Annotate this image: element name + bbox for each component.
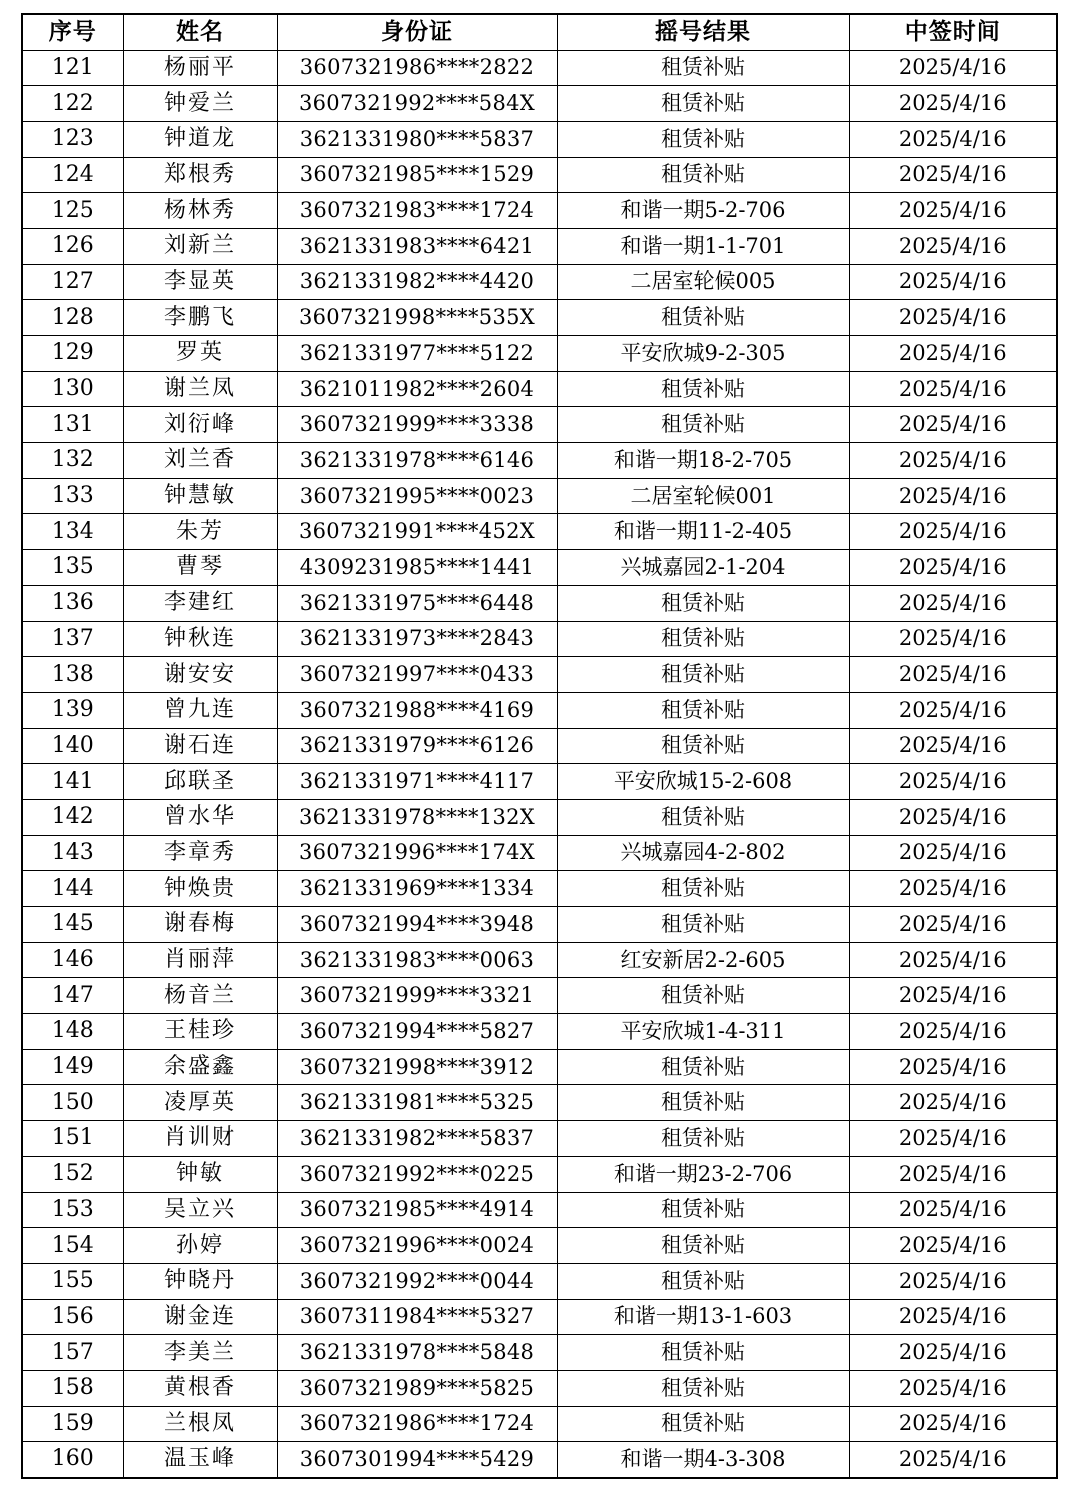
cell-name: 谢兰凤	[123, 371, 277, 407]
table-row	[22, 1442, 1057, 1478]
cell-lottery-result: 兴城嘉园4-2-802	[557, 835, 849, 871]
cell-id-number: 3607321997****0433	[277, 657, 557, 693]
cell-lottery-result: 红安新居2-2-605	[557, 942, 849, 978]
cell-lottery-result: 租赁补贴	[557, 1049, 849, 1085]
cell-lottery-result: 租赁补贴	[557, 121, 849, 157]
table-row	[22, 657, 1057, 693]
cell-signing-time: 2025/4/16	[849, 585, 1057, 621]
cell-name: 谢春梅	[123, 907, 277, 943]
cell-signing-time: 2025/4/16	[849, 550, 1057, 586]
cell-name: 曹琴	[123, 550, 277, 586]
cell-name: 钟道龙	[123, 121, 277, 157]
cell-name: 凌厚英	[123, 1085, 277, 1121]
cell-serial-number: 123	[22, 121, 123, 157]
cell-id-number: 3621011982****2604	[277, 371, 557, 407]
table-row	[22, 1299, 1057, 1335]
cell-id-number: 3607321983****1724	[277, 193, 557, 229]
cell-lottery-result: 租赁补贴	[557, 1263, 849, 1299]
cell-signing-time: 2025/4/16	[849, 1192, 1057, 1228]
cell-signing-time: 2025/4/16	[849, 907, 1057, 943]
cell-serial-number: 157	[22, 1335, 123, 1371]
cell-id-number: 3607321986****2822	[277, 50, 557, 86]
cell-name: 李建红	[123, 585, 277, 621]
cell-serial-number: 127	[22, 264, 123, 300]
table-row	[22, 407, 1057, 443]
cell-lottery-result: 平安欣城9-2-305	[557, 336, 849, 372]
cell-id-number: 3607321986****1724	[277, 1406, 557, 1442]
cell-signing-time: 2025/4/16	[849, 336, 1057, 372]
cell-serial-number: 159	[22, 1406, 123, 1442]
cell-id-number: 3607311984****5327	[277, 1299, 557, 1335]
cell-id-number: 3607301994****5429	[277, 1442, 557, 1478]
cell-serial-number: 146	[22, 942, 123, 978]
table-row	[22, 228, 1057, 264]
cell-serial-number: 139	[22, 692, 123, 728]
cell-lottery-result: 租赁补贴	[557, 1192, 849, 1228]
cell-name: 李章秀	[123, 835, 277, 871]
cell-serial-number: 158	[22, 1370, 123, 1406]
table-row	[22, 978, 1057, 1014]
cell-lottery-result: 和谐一期13-1-603	[557, 1299, 849, 1335]
table-row	[22, 764, 1057, 800]
cell-id-number: 3607321988****4169	[277, 692, 557, 728]
cell-name: 郑根秀	[123, 157, 277, 193]
cell-id-number: 3621331980****5837	[277, 121, 557, 157]
cell-serial-number: 124	[22, 157, 123, 193]
header-row	[22, 14, 1057, 50]
cell-lottery-result: 兴城嘉园2-1-204	[557, 550, 849, 586]
cell-signing-time: 2025/4/16	[849, 1335, 1057, 1371]
cell-lottery-result: 平安欣城15-2-608	[557, 764, 849, 800]
cell-id-number: 3607321996****0024	[277, 1228, 557, 1264]
cell-serial-number: 142	[22, 799, 123, 835]
cell-name: 李美兰	[123, 1335, 277, 1371]
table-body	[22, 50, 1057, 1478]
cell-signing-time: 2025/4/16	[849, 228, 1057, 264]
cell-name: 余盛鑫	[123, 1049, 277, 1085]
cell-signing-time: 2025/4/16	[849, 1085, 1057, 1121]
cell-id-number: 3621331983****0063	[277, 942, 557, 978]
cell-id-number: 3621331982****5837	[277, 1121, 557, 1157]
cell-name: 杨丽平	[123, 50, 277, 86]
cell-signing-time: 2025/4/16	[849, 264, 1057, 300]
cell-signing-time: 2025/4/16	[849, 1442, 1057, 1478]
cell-lottery-result: 租赁补贴	[557, 1335, 849, 1371]
table-row	[22, 871, 1057, 907]
cell-serial-number: 125	[22, 193, 123, 229]
cell-name: 肖训财	[123, 1121, 277, 1157]
table-row	[22, 942, 1057, 978]
table-row	[22, 907, 1057, 943]
table-row	[22, 621, 1057, 657]
table-row	[22, 193, 1057, 229]
cell-name: 刘衍峰	[123, 407, 277, 443]
table-row	[22, 478, 1057, 514]
cell-name: 钟晓丹	[123, 1263, 277, 1299]
cell-serial-number: 143	[22, 835, 123, 871]
table-row	[22, 1085, 1057, 1121]
cell-signing-time: 2025/4/16	[849, 942, 1057, 978]
cell-serial-number: 155	[22, 1263, 123, 1299]
table-row	[22, 86, 1057, 122]
cell-name: 吴立兴	[123, 1192, 277, 1228]
cell-serial-number: 144	[22, 871, 123, 907]
cell-name: 钟爱兰	[123, 86, 277, 122]
cell-name: 温玉峰	[123, 1442, 277, 1478]
cell-signing-time: 2025/4/16	[849, 1370, 1057, 1406]
cell-id-number: 3607321985****4914	[277, 1192, 557, 1228]
table-row	[22, 728, 1057, 764]
cell-signing-time: 2025/4/16	[849, 1228, 1057, 1264]
cell-name: 朱芳	[123, 514, 277, 550]
cell-name: 杨林秀	[123, 193, 277, 229]
cell-serial-number: 147	[22, 978, 123, 1014]
cell-name: 刘兰香	[123, 443, 277, 479]
cell-lottery-result: 租赁补贴	[557, 1406, 849, 1442]
cell-lottery-result: 租赁补贴	[557, 157, 849, 193]
cell-name: 谢石连	[123, 728, 277, 764]
cell-signing-time: 2025/4/16	[849, 1121, 1057, 1157]
cell-serial-number: 135	[22, 550, 123, 586]
cell-id-number: 3621331978****132X	[277, 799, 557, 835]
cell-lottery-result: 租赁补贴	[557, 86, 849, 122]
cell-lottery-result: 和谐一期11-2-405	[557, 514, 849, 550]
cell-signing-time: 2025/4/16	[849, 835, 1057, 871]
cell-signing-time: 2025/4/16	[849, 300, 1057, 336]
cell-lottery-result: 租赁补贴	[557, 871, 849, 907]
table-row	[22, 264, 1057, 300]
cell-name: 曾九连	[123, 692, 277, 728]
cell-lottery-result: 租赁补贴	[557, 585, 849, 621]
cell-serial-number: 131	[22, 407, 123, 443]
cell-serial-number: 141	[22, 764, 123, 800]
cell-lottery-result: 和谐一期18-2-705	[557, 443, 849, 479]
cell-name: 刘新兰	[123, 228, 277, 264]
table-row	[22, 1228, 1057, 1264]
cell-id-number: 3621331979****6126	[277, 728, 557, 764]
cell-id-number: 3621331971****4117	[277, 764, 557, 800]
cell-lottery-result: 租赁补贴	[557, 978, 849, 1014]
table-row	[22, 1406, 1057, 1442]
cell-id-number: 3607321998****535X	[277, 300, 557, 336]
cell-signing-time: 2025/4/16	[849, 478, 1057, 514]
cell-name: 罗英	[123, 336, 277, 372]
cell-signing-time: 2025/4/16	[849, 371, 1057, 407]
cell-id-number: 3607321992****0225	[277, 1156, 557, 1192]
cell-signing-time: 2025/4/16	[849, 1263, 1057, 1299]
cell-name: 谢金连	[123, 1299, 277, 1335]
cell-name: 兰根凤	[123, 1406, 277, 1442]
cell-name: 李显英	[123, 264, 277, 300]
table-row	[22, 692, 1057, 728]
cell-signing-time: 2025/4/16	[849, 1014, 1057, 1050]
cell-lottery-result: 租赁补贴	[557, 1121, 849, 1157]
cell-serial-number: 128	[22, 300, 123, 336]
cell-id-number: 3607321999****3338	[277, 407, 557, 443]
table-row	[22, 1335, 1057, 1371]
cell-serial-number: 152	[22, 1156, 123, 1192]
cell-serial-number: 149	[22, 1049, 123, 1085]
cell-id-number: 3621331975****6448	[277, 585, 557, 621]
cell-lottery-result: 租赁补贴	[557, 1085, 849, 1121]
cell-lottery-result: 租赁补贴	[557, 407, 849, 443]
cell-signing-time: 2025/4/16	[849, 514, 1057, 550]
cell-signing-time: 2025/4/16	[849, 86, 1057, 122]
cell-id-number: 3621331969****1334	[277, 871, 557, 907]
cell-lottery-result: 和谐一期5-2-706	[557, 193, 849, 229]
cell-serial-number: 121	[22, 50, 123, 86]
cell-id-number: 3621331978****5848	[277, 1335, 557, 1371]
cell-signing-time: 2025/4/16	[849, 407, 1057, 443]
cell-name: 王桂珍	[123, 1014, 277, 1050]
header-lottery-result: 摇号结果	[557, 14, 849, 50]
cell-lottery-result: 租赁补贴	[557, 371, 849, 407]
table-row	[22, 835, 1057, 871]
cell-serial-number: 154	[22, 1228, 123, 1264]
cell-id-number: 3607321996****174X	[277, 835, 557, 871]
cell-lottery-result: 和谐一期1-1-701	[557, 228, 849, 264]
cell-name: 李鹏飞	[123, 300, 277, 336]
cell-serial-number: 156	[22, 1299, 123, 1335]
cell-lottery-result: 租赁补贴	[557, 728, 849, 764]
cell-signing-time: 2025/4/16	[849, 121, 1057, 157]
cell-serial-number: 153	[22, 1192, 123, 1228]
cell-id-number: 3607321995****0023	[277, 478, 557, 514]
table-row	[22, 157, 1057, 193]
cell-serial-number: 140	[22, 728, 123, 764]
cell-signing-time: 2025/4/16	[849, 621, 1057, 657]
cell-id-number: 3607321999****3321	[277, 978, 557, 1014]
table-row	[22, 50, 1057, 86]
table-row	[22, 121, 1057, 157]
table-row	[22, 585, 1057, 621]
table-row	[22, 514, 1057, 550]
cell-name: 黄根香	[123, 1370, 277, 1406]
cell-lottery-result: 租赁补贴	[557, 621, 849, 657]
lottery-results-table	[21, 13, 1058, 1479]
cell-lottery-result: 租赁补贴	[557, 300, 849, 336]
cell-name: 孙婷	[123, 1228, 277, 1264]
cell-signing-time: 2025/4/16	[849, 443, 1057, 479]
cell-serial-number: 133	[22, 478, 123, 514]
cell-id-number: 3621331973****2843	[277, 621, 557, 657]
cell-lottery-result: 租赁补贴	[557, 1228, 849, 1264]
cell-serial-number: 132	[22, 443, 123, 479]
cell-name: 曾水华	[123, 799, 277, 835]
cell-signing-time: 2025/4/16	[849, 1406, 1057, 1442]
cell-id-number: 3621331981****5325	[277, 1085, 557, 1121]
table-row	[22, 799, 1057, 835]
cell-serial-number: 122	[22, 86, 123, 122]
table-row	[22, 1263, 1057, 1299]
cell-id-number: 3607321992****0044	[277, 1263, 557, 1299]
table-row	[22, 443, 1057, 479]
cell-id-number: 3621331982****4420	[277, 264, 557, 300]
table-row	[22, 1192, 1057, 1228]
cell-lottery-result: 和谐一期23-2-706	[557, 1156, 849, 1192]
cell-lottery-result: 租赁补贴	[557, 1370, 849, 1406]
cell-signing-time: 2025/4/16	[849, 978, 1057, 1014]
cell-name: 钟慧敏	[123, 478, 277, 514]
cell-signing-time: 2025/4/16	[849, 692, 1057, 728]
cell-lottery-result: 租赁补贴	[557, 907, 849, 943]
cell-serial-number: 150	[22, 1085, 123, 1121]
table-row	[22, 550, 1057, 586]
cell-serial-number: 129	[22, 336, 123, 372]
cell-signing-time: 2025/4/16	[849, 1049, 1057, 1085]
cell-lottery-result: 平安欣城1-4-311	[557, 1014, 849, 1050]
table-header	[22, 14, 1057, 50]
header-signing-time: 中签时间	[849, 14, 1057, 50]
cell-lottery-result: 租赁补贴	[557, 692, 849, 728]
cell-lottery-result: 二居室轮候005	[557, 264, 849, 300]
cell-signing-time: 2025/4/16	[849, 50, 1057, 86]
cell-name: 谢安安	[123, 657, 277, 693]
cell-id-number: 3607321992****584X	[277, 86, 557, 122]
cell-serial-number: 160	[22, 1442, 123, 1478]
cell-signing-time: 2025/4/16	[849, 657, 1057, 693]
table-row	[22, 336, 1057, 372]
cell-name: 钟焕贵	[123, 871, 277, 907]
cell-id-number: 3607321994****5827	[277, 1014, 557, 1050]
cell-signing-time: 2025/4/16	[849, 157, 1057, 193]
header-name: 姓名	[123, 14, 277, 50]
cell-id-number: 3621331977****5122	[277, 336, 557, 372]
cell-lottery-result: 二居室轮候001	[557, 478, 849, 514]
cell-signing-time: 2025/4/16	[849, 871, 1057, 907]
cell-serial-number: 138	[22, 657, 123, 693]
cell-signing-time: 2025/4/16	[849, 764, 1057, 800]
cell-serial-number: 145	[22, 907, 123, 943]
table-row	[22, 1370, 1057, 1406]
cell-id-number: 3607321985****1529	[277, 157, 557, 193]
cell-serial-number: 137	[22, 621, 123, 657]
table-row	[22, 1156, 1057, 1192]
cell-lottery-result: 和谐一期4-3-308	[557, 1442, 849, 1478]
table-row	[22, 1121, 1057, 1157]
cell-lottery-result: 租赁补贴	[557, 50, 849, 86]
cell-lottery-result: 租赁补贴	[557, 799, 849, 835]
table-row	[22, 1049, 1057, 1085]
cell-signing-time: 2025/4/16	[849, 728, 1057, 764]
cell-lottery-result: 租赁补贴	[557, 657, 849, 693]
cell-id-number: 3607321989****5825	[277, 1370, 557, 1406]
cell-signing-time: 2025/4/16	[849, 799, 1057, 835]
cell-id-number: 4309231985****1441	[277, 550, 557, 586]
cell-serial-number: 151	[22, 1121, 123, 1157]
table-row	[22, 371, 1057, 407]
header-serial-number: 序号	[22, 14, 123, 50]
cell-id-number: 3607321994****3948	[277, 907, 557, 943]
cell-serial-number: 148	[22, 1014, 123, 1050]
cell-serial-number: 130	[22, 371, 123, 407]
cell-serial-number: 136	[22, 585, 123, 621]
cell-id-number: 3621331978****6146	[277, 443, 557, 479]
cell-name: 杨音兰	[123, 978, 277, 1014]
cell-serial-number: 126	[22, 228, 123, 264]
table-row	[22, 1014, 1057, 1050]
table-row	[22, 300, 1057, 336]
cell-name: 肖丽萍	[123, 942, 277, 978]
cell-name: 钟敏	[123, 1156, 277, 1192]
cell-id-number: 3621331983****6421	[277, 228, 557, 264]
cell-id-number: 3607321998****3912	[277, 1049, 557, 1085]
cell-signing-time: 2025/4/16	[849, 1156, 1057, 1192]
cell-name: 钟秋连	[123, 621, 277, 657]
cell-serial-number: 134	[22, 514, 123, 550]
cell-signing-time: 2025/4/16	[849, 193, 1057, 229]
header-id-number: 身份证	[277, 14, 557, 50]
cell-signing-time: 2025/4/16	[849, 1299, 1057, 1335]
cell-name: 邱联圣	[123, 764, 277, 800]
cell-id-number: 3607321991****452X	[277, 514, 557, 550]
